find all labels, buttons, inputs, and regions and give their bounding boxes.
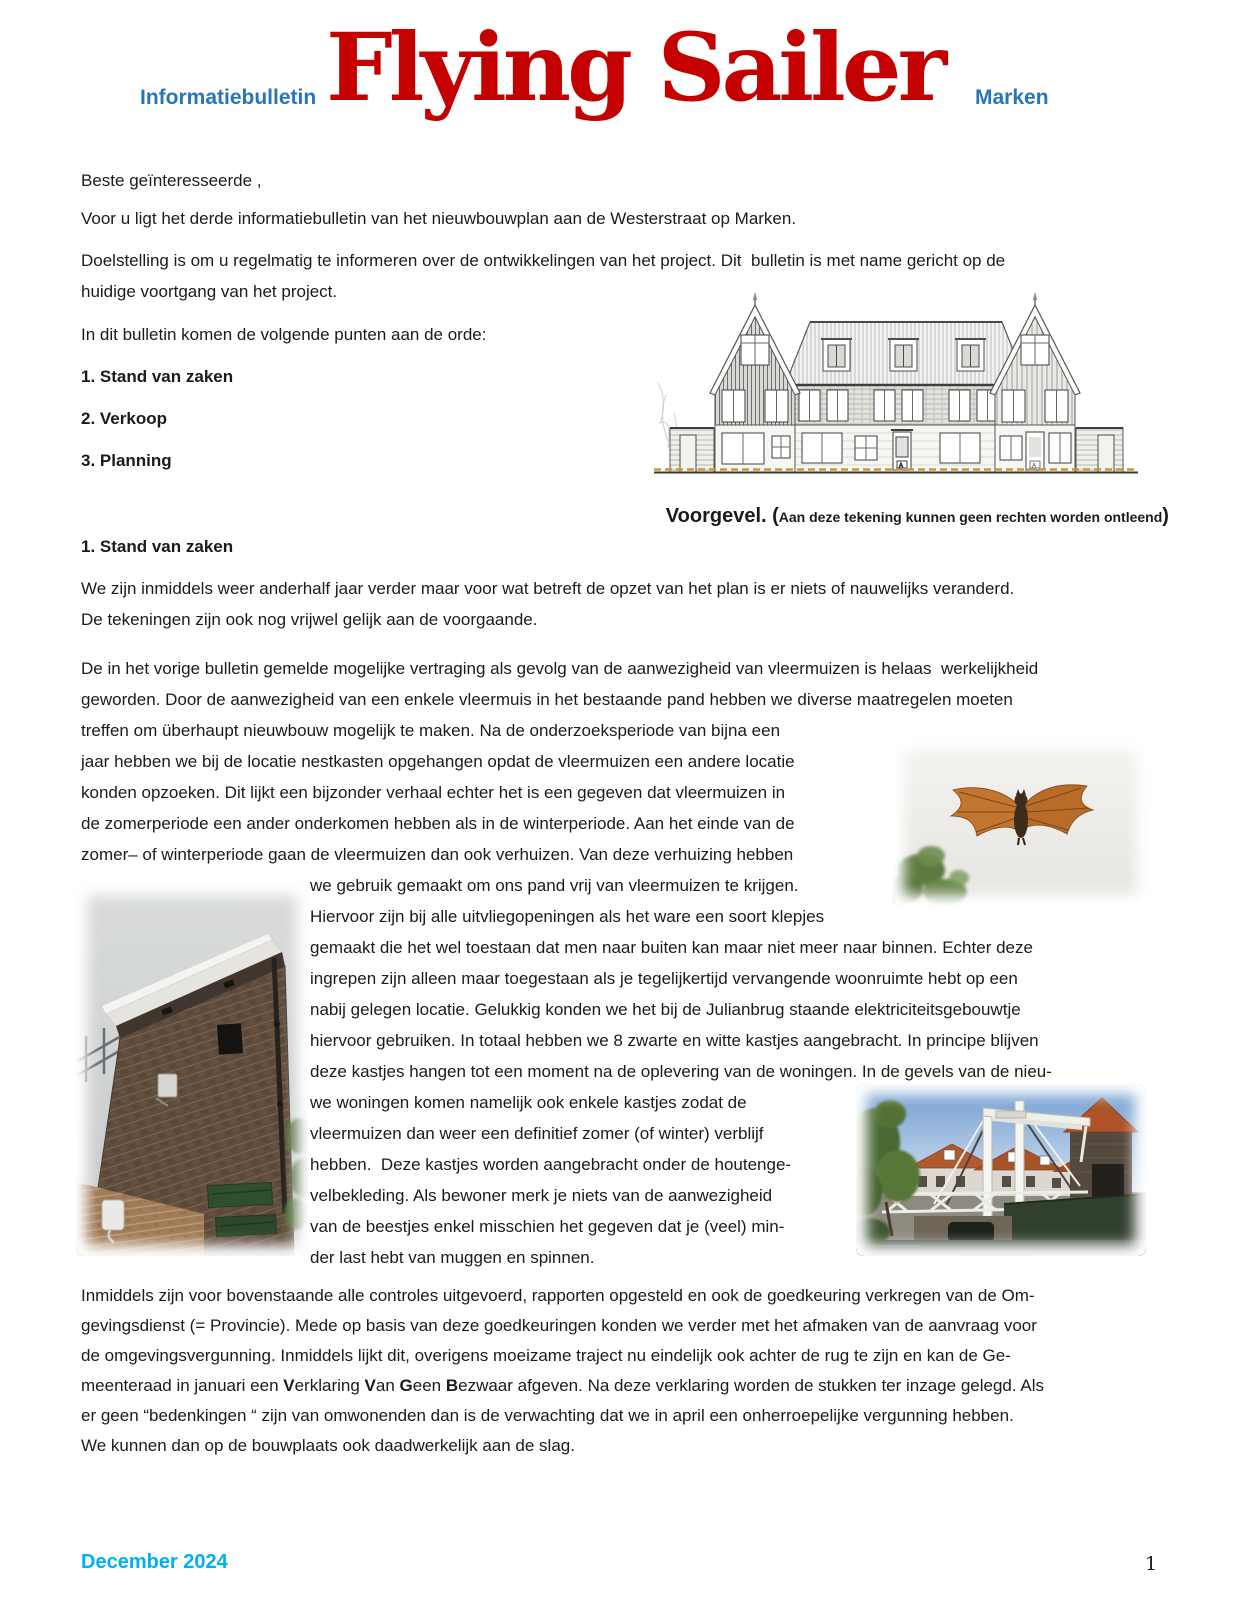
text-line: konden opzoeken. Dit lijkt een bijzonder verhaal echter het is een gegeven dat vleermuizen in — [81, 783, 786, 802]
text-line: jaar hebben we bij de locatie nestkasten opgehangen opdat de vleermuizen een andere locatie — [81, 752, 795, 771]
page-number: 1 — [1145, 1553, 1158, 1575]
salutation: Beste geïnteresseerde , — [81, 171, 262, 190]
text-line: We zijn inmiddels weer anderhalf jaar verder maar voor wat betreft de opzet van het plan is er niets of nauwelijks veranderd. — [81, 579, 1015, 598]
drawbridge-photo — [856, 1084, 1146, 1256]
text-line: velbekleding. Als bewoner merk je niets van de aanwezigheid — [310, 1186, 773, 1205]
text-line: de omgevingsvergunning. Inmiddels lijkt dit, overigens moeizame traject nu eindelijk ook achter de rug te zijn en kan de Ge- — [81, 1346, 1011, 1365]
text-line: er geen “bedenkingen “ zijn van omwonenden dan is de verwachting dat we in april een onherroepelijke vergunning hebben. — [81, 1406, 1014, 1425]
agenda-list — [81, 361, 233, 487]
text-line: 1. Stand van zaken — [81, 367, 234, 386]
text-line: we gebruik gemaakt om ons pand vrij van vleermuizen te krijgen. — [310, 876, 799, 895]
section-heading-stand-van-zaken: 1. Stand van zaken — [81, 537, 234, 556]
text-line: hiervoor gebruiken. In totaal hebben we 8 zwarte en witte kastjes aangebracht. In principe blijven — [310, 1031, 1039, 1050]
text-line: We kunnen dan op de bouwplaats ook daadwerkelijk aan de slag. — [81, 1436, 575, 1455]
brick-tower-image — [76, 884, 308, 1256]
svg-text:A: A — [899, 463, 904, 470]
text-line: de zomerperiode een ander onderkomen hebben als in de winterperiode. Aan het einde van de — [81, 814, 795, 833]
julianbrug-image — [856, 1084, 1146, 1256]
text-line: gemaakt die het wel toestaan dat men naar buiten kan maar niet meer naar binnen. Echter deze — [310, 938, 1033, 957]
text-line: we woningen komen namelijk ook enkele kastjes zodat de — [310, 1093, 747, 1112]
header-right-label: Marken — [975, 86, 1049, 109]
text-line: Hiervoor zijn bij alle uitvliegopeningen als het ware een soort klepjes — [310, 907, 825, 926]
text-line: 3. Planning — [81, 451, 172, 470]
drawing-caption — [648, 487, 1169, 546]
header-left-label: Informatiebulletin — [140, 86, 317, 109]
text-line: vleermuizen dan weer een definitief zomer (of winter) verblijf — [310, 1124, 764, 1143]
text-line: 2. Verkoop — [81, 409, 167, 428]
electricity-building-photo — [76, 884, 308, 1256]
text-line: gevingsdienst (= Provincie). Mede op basis van deze goedkeuringen konden we verder met het afmaken van de aanvraag voor — [81, 1316, 1037, 1335]
text-line: Doelstelling is om u regelmatig te informeren over de ontwikkelingen van het project. Dit bulletin is met name gericht op de — [81, 251, 1006, 270]
text-line: zomer– of winterperiode gaan de vleermuizen dan ook verhuizen. Van deze verhuizing hebben — [81, 845, 794, 864]
facade-elevation-drawing — [650, 283, 1142, 475]
newsletter-title: Flying Sailer — [326, 13, 944, 123]
caption-disclaimer: Aan deze tekening kunnen geen rechten worden ontleend — [778, 509, 1163, 525]
paragraph-a — [81, 573, 1014, 635]
svg-text:A: A — [1032, 463, 1037, 470]
paragraph-c — [81, 1281, 1044, 1461]
text-line: geworden. Door de aanwezigheid van een enkele vleermuis in het bestaande pand hebben we diverse maatregelen moeten — [81, 690, 1013, 709]
text-line: hebben. Deze kastjes worden aangebracht onder de houtenge- — [310, 1155, 792, 1174]
bat-photo — [893, 738, 1148, 906]
text-line: ingrepen zijn alleen maar toegestaan als je tegelijkertijd vervangende woonruimte hebt op een — [310, 969, 1018, 988]
text-line: der last hebt van muggen en spinnen. — [310, 1248, 595, 1267]
caption-main: Voorgevel. ( — [665, 505, 779, 527]
text-line: De in het vorige bulletin gemelde mogelijke vertraging als gevolg van de aanwezigheid van vleermuizen is helaas werkelijkheid — [81, 659, 1039, 678]
text-line: deze kastjes hangen tot een moment na de oplevering van de woningen. In de gevels van de nieu- — [310, 1062, 1052, 1081]
voorgevel-drawing — [650, 283, 1142, 475]
text-line: treffen om überhaupt nieuwbouw mogelijk te maken. Na de onderzoeksperiode van bijna een — [81, 721, 781, 740]
flying-bat-image — [893, 738, 1148, 906]
text-line: nabij gelegen locatie. Gelukkig konden we het bij de Julianbrug staande elektriciteitsgebouwtje — [310, 1000, 1021, 1019]
text-line: huidige voortgang van het project. — [81, 282, 338, 301]
text-line: meenteraad in januari een Verklaring Van Geen Bezwaar afgeven. Na deze verklaring worden de stukken ter inzage gelegd. Als — [81, 1376, 1045, 1395]
caption-close: ) — [1162, 505, 1169, 527]
text-line: van de beestjes enkel misschien het gegeven dat je (veel) min- — [310, 1217, 785, 1236]
text-line: Inmiddels zijn voor bovenstaande alle controles uitgevoerd, rapporten opgesteld en ook de goedkeuring verkregen van de Om- — [81, 1286, 1035, 1305]
footer-date: December 2024 — [81, 1551, 228, 1573]
agenda-intro: In dit bulletin komen de volgende punten aan de orde: — [81, 325, 487, 344]
intro-paragraph-1: Voor u ligt het derde informatiebulletin van het nieuwbouwplan aan de Westerstraat op Marken. — [81, 209, 797, 228]
text-line: De tekeningen zijn ook nog vrijwel gelijk aan de voorgaande. — [81, 610, 538, 629]
